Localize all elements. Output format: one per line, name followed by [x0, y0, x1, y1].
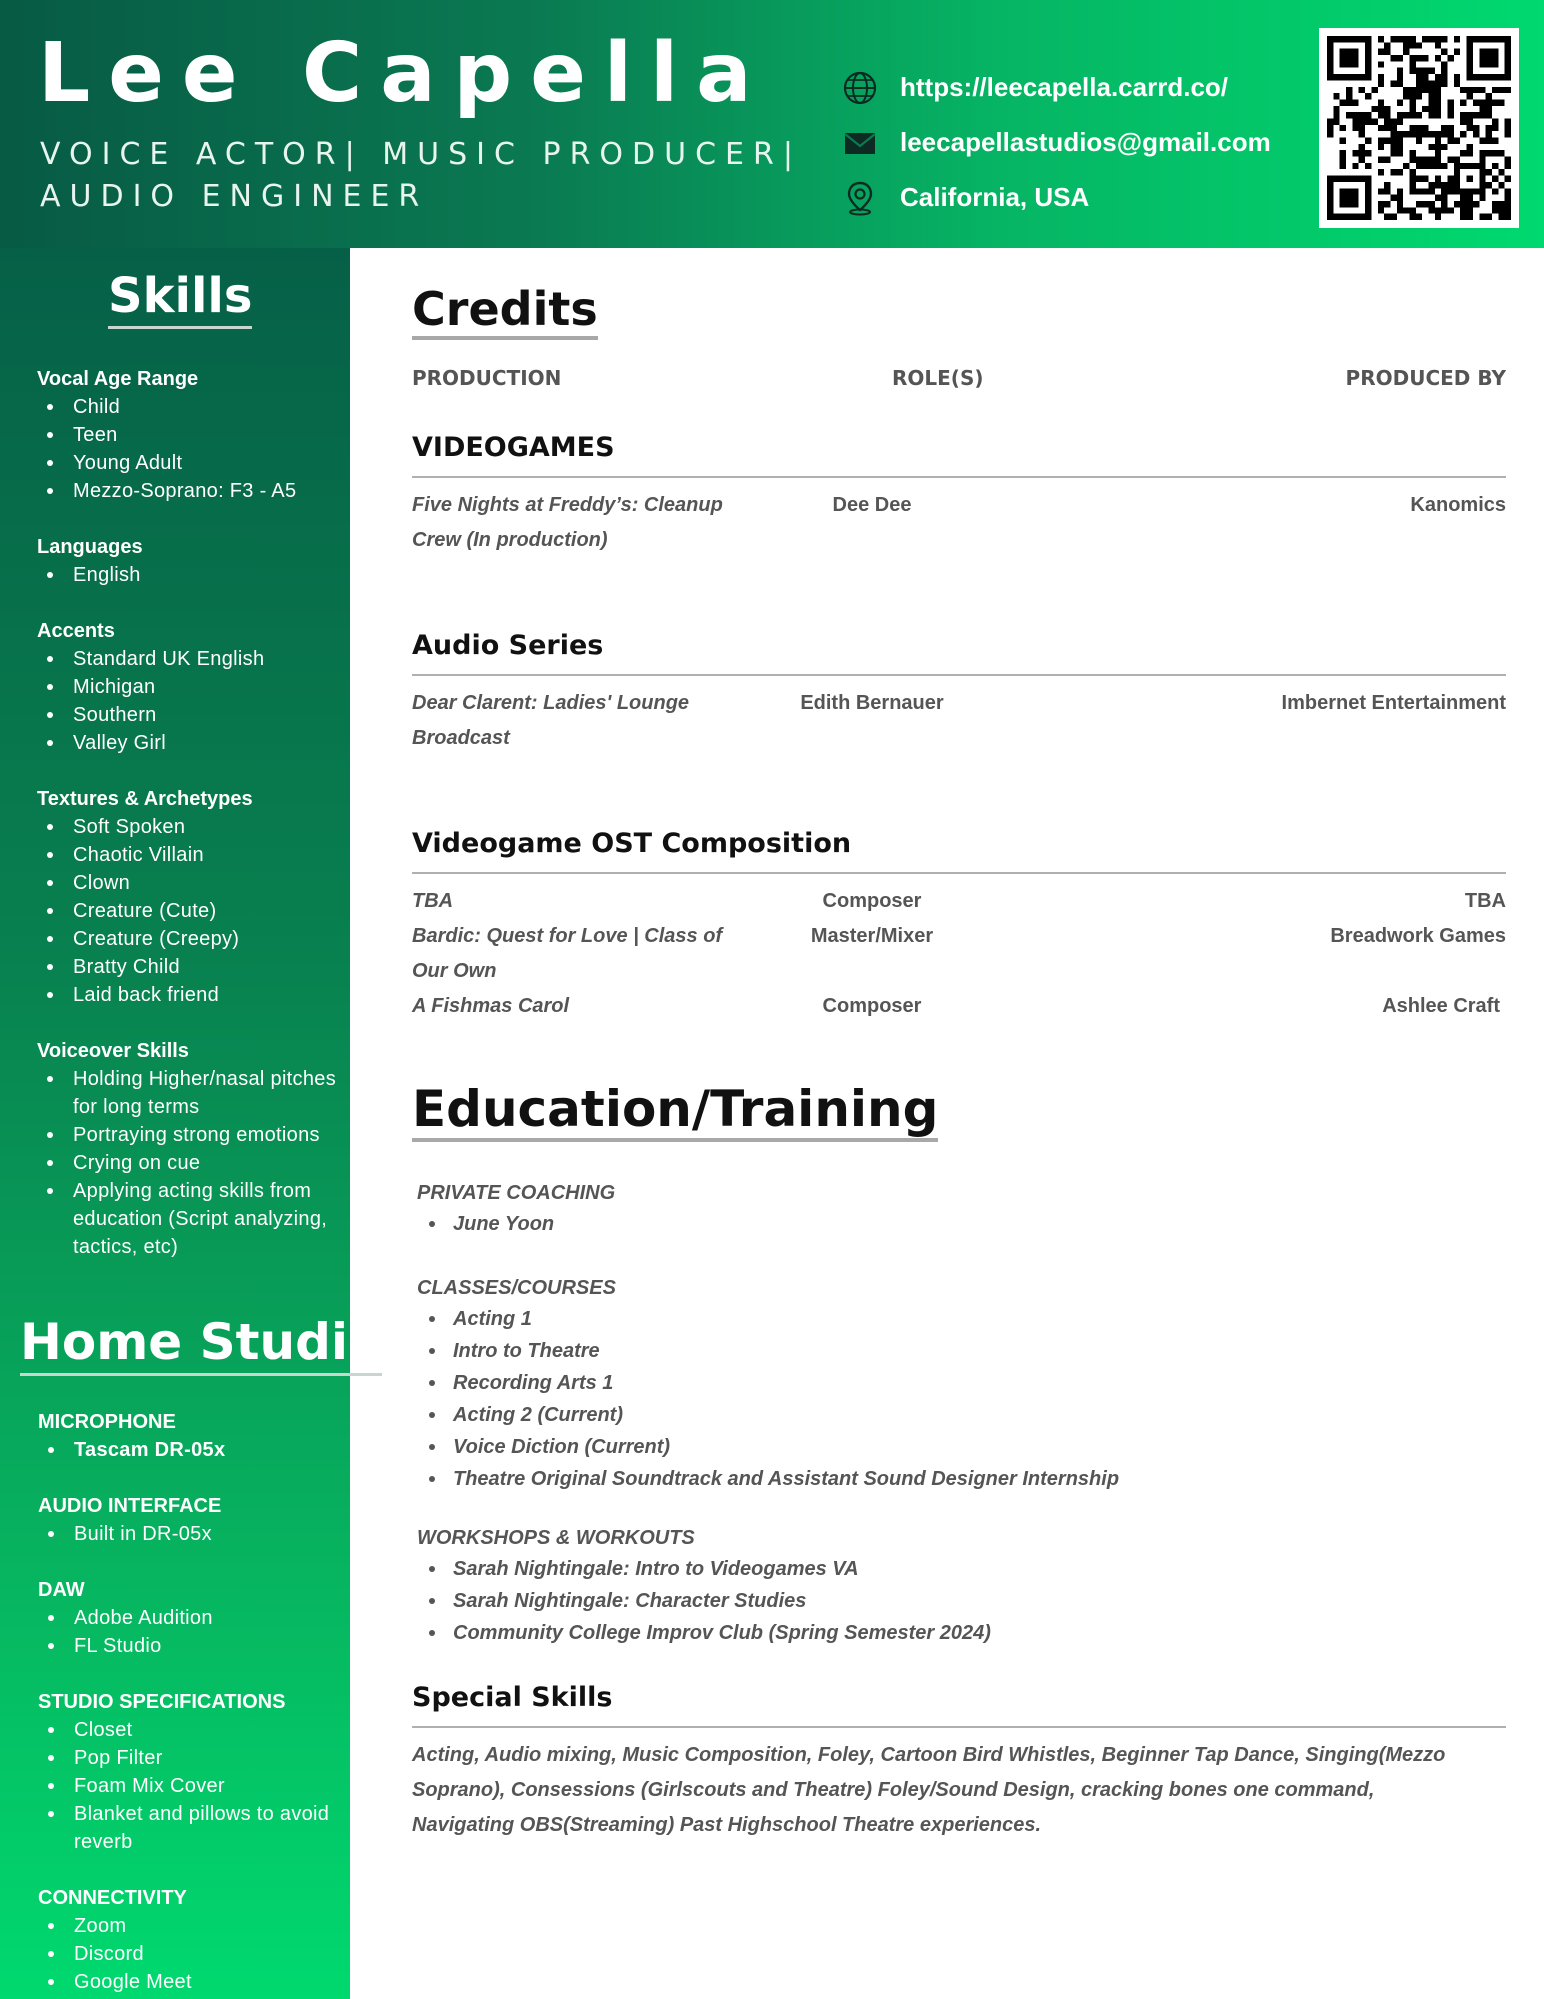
list-item: Soft Spoken [37, 813, 342, 841]
credit-role: Master/Mixer [810, 925, 934, 947]
credit-produced-by: Ashlee Craft [1382, 995, 1500, 1017]
home-studio-heading [20, 1313, 382, 1376]
special-skills-text: Acting, Audio mixing, Music Composition, Foley, Cartoon Bird Whistles, Beginner Tap Dance, Singing(Mezzo Soprano), Consessions (Girlscouts and Theatre) Foley/Sound Design, cracking bones one command, Navigating OBS(Streaming) Past Highschool Theatre experiences. [412, 1744, 1446, 1836]
credit-category-title: Audio Series [412, 626, 1506, 676]
classes-label: CLASSES/COURSES [417, 1277, 616, 1299]
credit-produced-by: TBA [1464, 890, 1506, 912]
list-item: Portraying strong emotions [37, 1121, 342, 1149]
skills-heading-text: Skills [108, 268, 253, 324]
workshops-label: WORKSHOPS & WORKOUTS [417, 1527, 695, 1549]
studio-group [38, 1576, 343, 1660]
studio-group-label: DAW [38, 1579, 85, 1601]
col-roles: ROLE(S) [892, 366, 984, 390]
list-item: Applying acting skills from education (Script analyzing, tactics, etc) [37, 1177, 342, 1261]
list-item: Standard UK English [37, 645, 342, 673]
skill-group-items [37, 813, 342, 1009]
private-coaching-block [417, 1178, 1497, 1240]
credit-produced-by: Kanomics [1410, 494, 1506, 516]
list-item: Southern [37, 701, 342, 729]
credit-category-title: Videogame OST Composition [412, 824, 1506, 874]
studio-group-items [38, 1436, 343, 1464]
studio-group-items [38, 1716, 343, 1856]
list-item: Intro to Theatre [417, 1335, 1497, 1367]
location-text: California, USA [900, 182, 1090, 212]
credit-row [412, 989, 1506, 1024]
list-item: Adobe Audition [38, 1604, 343, 1632]
skill-group-items [37, 645, 342, 757]
credit-production: TBA [412, 890, 454, 912]
list-item: Foam Mix Cover [38, 1772, 343, 1800]
heading-underline [20, 1373, 382, 1376]
credit-production: A Fishmas Carol [412, 995, 570, 1017]
skill-group-label: Accents [37, 620, 115, 642]
list-item: Laid back friend [37, 981, 342, 1009]
list-item: Theatre Original Soundtrack and Assistant Sound Designer Internship [417, 1463, 1497, 1495]
contact-website[interactable] [842, 60, 1271, 115]
home-studio-list [38, 1408, 343, 1996]
qr-code [1319, 28, 1519, 228]
credit-row [412, 919, 1506, 989]
qr-code-icon [1327, 36, 1511, 220]
list-item: Zoom [38, 1912, 343, 1940]
studio-group [38, 1492, 343, 1548]
credit-row [412, 488, 1506, 558]
heading-underline [412, 336, 598, 340]
education-heading [412, 1080, 938, 1142]
private-coaching-list [417, 1208, 1497, 1240]
credit-produced-by: Imbernet Entertainment [1281, 692, 1506, 714]
list-item: Teen [37, 421, 342, 449]
studio-group-label: MICROPHONE [38, 1411, 176, 1433]
list-item: Blanket and pillows to avoid reverb [38, 1800, 343, 1856]
studio-group [38, 1884, 343, 1996]
heading-underline [108, 326, 252, 329]
education-heading-text: Education/Training [412, 1080, 939, 1138]
website-link[interactable]: https://leecapella.carrd.co/ [900, 72, 1229, 102]
credit-role: Composer [822, 890, 922, 912]
credit-row [412, 884, 1506, 919]
list-item: Chaotic Villain [37, 841, 342, 869]
studio-group-items [38, 1604, 343, 1660]
heading-underline [412, 1138, 938, 1142]
home-studio-heading-text: Home Studio [20, 1313, 383, 1371]
credits-heading-text: Credits [412, 282, 598, 336]
person-name: Lee Capella [38, 26, 770, 121]
workshops-list [417, 1553, 1497, 1649]
sidebar [0, 248, 383, 1999]
skill-group-label: Vocal Age Range [37, 368, 199, 390]
email-link[interactable]: leecapellastudios@gmail.com [900, 127, 1271, 157]
globe-icon [842, 70, 878, 106]
skill-group-items [37, 1065, 342, 1261]
credit-category [412, 824, 1506, 1024]
col-produced-by: PRODUCED BY [1345, 366, 1506, 390]
skill-group [37, 533, 342, 589]
credit-production: Dear Clarent: Ladies' Lounge Broadcast [412, 692, 690, 749]
studio-group-label: AUDIO INTERFACE [38, 1495, 222, 1517]
list-item: Clown [37, 869, 342, 897]
map-pin-icon [842, 180, 878, 216]
contact-email[interactable] [842, 115, 1271, 170]
list-item: Young Adult [37, 449, 342, 477]
list-item: Valley Girl [37, 729, 342, 757]
skills-heading [108, 268, 252, 329]
credit-category [412, 626, 1506, 756]
workshops-block [417, 1523, 1497, 1649]
skill-group-label: Languages [37, 536, 143, 558]
skill-group [37, 365, 342, 505]
list-item: Holding Higher/nasal pitches for long terms [37, 1065, 342, 1121]
list-item: Bratty Child [37, 953, 342, 981]
list-item: FL Studio [38, 1632, 343, 1660]
credit-production: Five Nights at Freddy’s: Cleanup Crew (In production) [412, 494, 723, 551]
credit-row [412, 686, 1506, 756]
skill-group [37, 785, 342, 1009]
studio-group-label: CONNECTIVITY [38, 1887, 187, 1909]
credits-column-headers [412, 366, 1506, 396]
list-item: Google Meet [38, 1968, 343, 1996]
skill-group-items [37, 561, 342, 589]
list-item: Acting 2 (Current) [417, 1399, 1497, 1431]
studio-group [38, 1408, 343, 1464]
list-item: Sarah Nightingale: Intro to Videogames VA [417, 1553, 1497, 1585]
skill-group [37, 1037, 342, 1261]
credit-role: Composer [822, 995, 922, 1017]
credit-category-title: VIDEOGAMES [412, 428, 1506, 478]
skill-group-label: Textures & Archetypes [37, 788, 253, 810]
credits-heading [412, 282, 598, 340]
studio-group-items [38, 1912, 343, 1996]
list-item: Discord [38, 1940, 343, 1968]
list-item: Acting 1 [417, 1303, 1497, 1335]
list-item: Creature (Creepy) [37, 925, 342, 953]
studio-group-label: STUDIO SPECIFICATIONS [38, 1691, 286, 1713]
list-item: Tascam DR-05x [38, 1436, 343, 1464]
col-production: PRODUCTION [412, 366, 562, 390]
skill-group [37, 617, 342, 757]
list-item: Recording Arts 1 [417, 1367, 1497, 1399]
special-skills-section [412, 1678, 1506, 1843]
envelope-icon [842, 125, 878, 161]
credit-role: Edith Bernauer [800, 692, 944, 714]
special-skills-heading: Special Skills [412, 1678, 1506, 1728]
header-banner [0, 0, 1544, 248]
studio-group [38, 1688, 343, 1856]
studio-group-items [38, 1520, 343, 1548]
list-item: Michigan [37, 673, 342, 701]
skill-group-items [37, 393, 342, 505]
list-item: Community College Improv Club (Spring Semester 2024) [417, 1617, 1497, 1649]
credit-production: Bardic: Quest for Love | Class of Our Own [412, 925, 723, 982]
list-item: Closet [38, 1716, 343, 1744]
private-coaching-label: PRIVATE COACHING [417, 1182, 616, 1204]
list-item: Creature (Cute) [37, 897, 342, 925]
skill-group-label: Voiceover Skills [37, 1040, 189, 1062]
list-item: Sarah Nightingale: Character Studies [417, 1585, 1497, 1617]
contact-location [842, 170, 1271, 225]
list-item: June Yoon [417, 1208, 1497, 1240]
credit-category [412, 428, 1506, 558]
tagline: VOICE ACTOR| MUSIC PRODUCER| AUDIO ENGINEER [40, 137, 802, 214]
list-item: Pop Filter [38, 1744, 343, 1772]
classes-list [417, 1303, 1497, 1495]
list-item: Mezzo-Soprano: F3 - A5 [37, 477, 342, 505]
list-item: English [37, 561, 342, 589]
list-item: Child [37, 393, 342, 421]
skills-list [37, 365, 342, 1261]
list-item: Built in DR-05x [38, 1520, 343, 1548]
credit-role: Dee Dee [832, 494, 912, 516]
list-item: Voice Diction (Current) [417, 1431, 1497, 1463]
classes-block [417, 1273, 1497, 1495]
list-item: Crying on cue [37, 1149, 342, 1177]
contact-info [842, 60, 1271, 225]
credit-produced-by: Breadwork Games [1330, 925, 1506, 947]
